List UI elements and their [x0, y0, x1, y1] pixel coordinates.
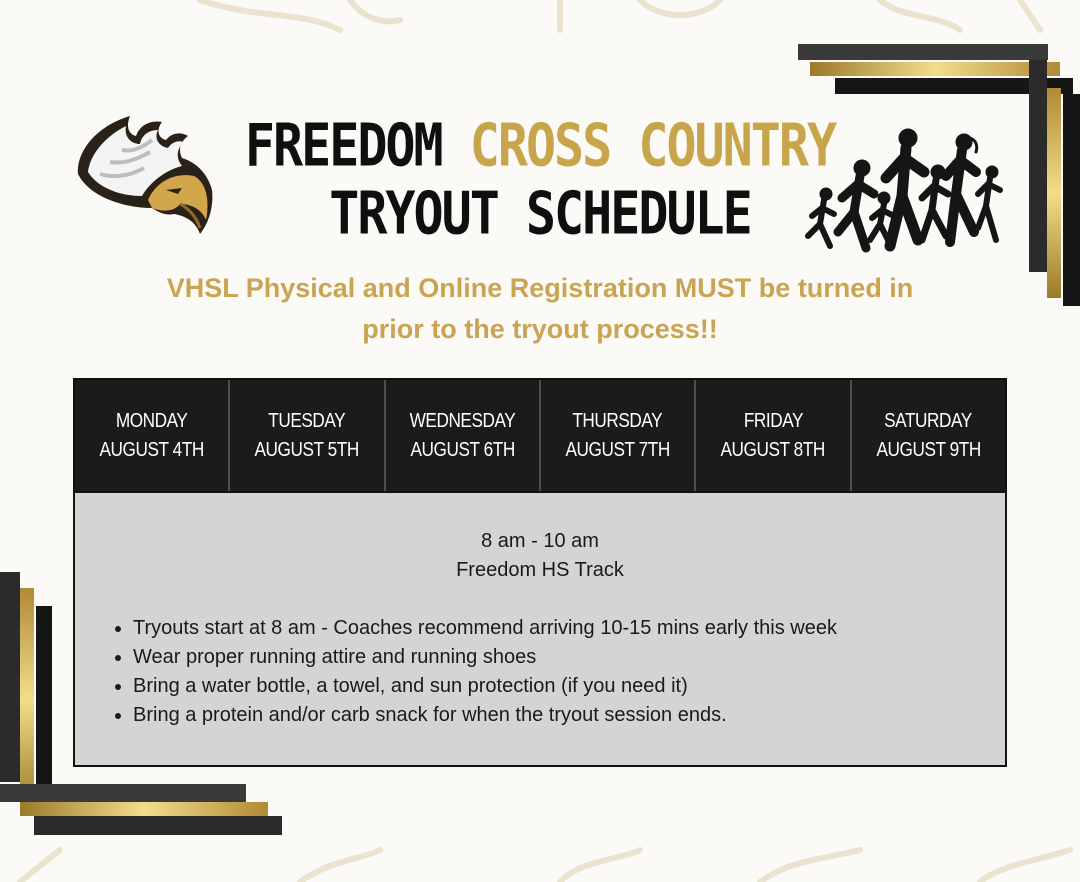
notice-line-2: prior to the tryout process!!	[362, 314, 718, 344]
schedule-details-cell	[75, 491, 1005, 730]
schedule-table	[73, 378, 1007, 767]
title-word-freedom: FREEDOM	[244, 111, 442, 180]
session-time: 8 am - 10 am	[481, 530, 599, 552]
eagle-head-icon	[70, 112, 215, 240]
day-cell-tuesday	[230, 380, 385, 491]
day-cell-thursday	[541, 380, 696, 491]
day-date: AUGUST 5TH	[254, 438, 360, 461]
page-title-line-1	[230, 111, 850, 180]
day-date: AUGUST 4TH	[99, 438, 204, 461]
list-item: • Bring a water bottle, a towel, and sun protection (if you need it)	[133, 672, 1005, 701]
day-name: MONDAY	[115, 409, 188, 432]
day-name: FRIDAY	[743, 409, 803, 432]
day-name: THURSDAY	[572, 409, 663, 432]
day-name: WEDNESDAY	[409, 409, 516, 432]
day-cell-friday	[696, 380, 851, 491]
instructions-list	[75, 614, 1005, 730]
list-item: • Bring a protein and/or carb snack for when the tryout session ends.	[133, 701, 1005, 730]
day-name: TUESDAY	[268, 409, 346, 432]
registration-notice	[80, 268, 1000, 350]
page-title-line-2: TRYOUT SCHEDULE	[329, 179, 751, 248]
day-date: AUGUST 8TH	[720, 438, 826, 461]
day-date: AUGUST 9TH	[876, 438, 981, 461]
day-cell-saturday	[852, 380, 1005, 491]
day-cell-wednesday	[386, 380, 541, 491]
list-item: • Wear proper running attire and running shoes	[133, 643, 1005, 672]
list-item: • Tryouts start at 8 am - Coaches recommend arriving 10-15 mins early this week	[133, 614, 1005, 643]
day-cell-monday	[75, 380, 230, 491]
day-date: AUGUST 6TH	[410, 438, 515, 461]
day-date: AUGUST 7TH	[565, 438, 670, 461]
day-name: SATURDAY	[884, 409, 973, 432]
days-header-row	[75, 380, 1005, 491]
title-word-cross-country: CROSS COUNTRY	[469, 111, 836, 180]
notice-line-1: VHSL Physical and Online Registration MUST be turned in	[166, 273, 914, 303]
session-location: Freedom HS Track	[456, 559, 624, 581]
